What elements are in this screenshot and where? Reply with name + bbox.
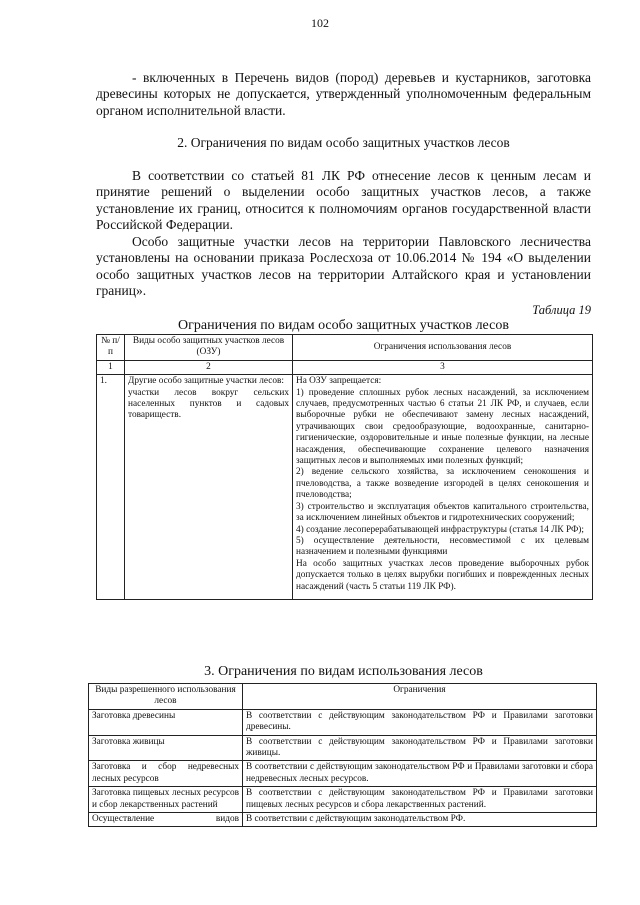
- restriction-cell: В соответствии с действующим законодательством РФ.: [243, 813, 597, 827]
- ozu-restrictions-table: [96, 334, 593, 600]
- table-number: Таблица 19: [532, 303, 591, 317]
- use-type-cell: Заготовка пищевых лесных ресурсов и сбор лекарственных растений: [89, 787, 243, 813]
- header-ozu-type: Виды особо защитных участков лесов (ОЗУ): [125, 335, 293, 361]
- section-2-paragraph-2: Особо защитные участки лесов на территории Павловского лесничества установлены на основании приказа Рослесхоза от 10.06.2014 № 194 «О выделении особо защитных участков лесов на территории Алтайского края и установлении границ».: [96, 234, 591, 299]
- table-row: [97, 375, 593, 600]
- row-number: 1.: [97, 375, 125, 600]
- use-type-cell: Заготовка древесины: [89, 709, 243, 735]
- header-use-type: Виды разрешенного использования лесов: [89, 684, 243, 710]
- table-row: [89, 787, 597, 813]
- page-number: 102: [311, 16, 329, 30]
- header-restrictions: Ограничения использования лесов: [293, 335, 593, 361]
- table-row: [89, 735, 597, 761]
- header-number: № п/п: [97, 335, 125, 361]
- forest-use-table: [88, 683, 597, 827]
- table-row: [89, 813, 597, 827]
- use-type-cell: Заготовка и сбор недревесных лесных ресурсов: [89, 761, 243, 787]
- table-header-row: [89, 684, 597, 710]
- table-row: [89, 761, 597, 787]
- table-caption: Ограничения по видам особо защитных участков лесов: [178, 318, 509, 333]
- restrictions-cell: На ОЗУ запрещается: 1) проведение сплошных рубок лесных насаждений, за исключением случаев, предусмотренных частью 6 статьи 21 ЛК РФ, и случаев, если выборочные рубки не обеспечивают замену лесных насаждений, утрачивающих свои средообразующие, водоохранные, санитарно-гигиенические, оздоровительные и иные полезные функции, на лесные насаждения, обеспечивающие сохранение целевого назначения защитных лесов и выполняемых ими полезных функций; 2) ведение сельского хозяйства, за исключением сенокошения и пчеловодства, а также возведение изгородей в целях сенокошения и пчеловодства; 3) строительство и эксплуатация объектов капитального строительства, за исключением линейных объектов и гидротехнических сооружений; 4) создание лесоперерабатывающей инфраструктуры (статья 14 ЛК РФ); 5) осуществление деятельности, несовместимой с их целевым назначением и полезными функциями На особо защитных участках лесов проведение выборочных рубок допускается только в целях вырубки погибших и поврежденных лесных насаждений (часть 5 статьи 119 ЛК РФ).: [293, 375, 593, 600]
- table-header-row: [97, 335, 593, 361]
- use-type-cell: Осуществление видов: [89, 813, 243, 827]
- use-type-cell: Заготовка живицы: [89, 735, 243, 761]
- intro-paragraph: - включенных в Перечень видов (пород) деревьев и кустарников, заготовка древесины которых не допускается, утвержденный уполномоченным федеральным органом исполнительной власти.: [96, 70, 591, 118]
- restriction-cell: В соответствии с действующим законодательством РФ и Правилами заготовки живицы.: [243, 735, 597, 761]
- restriction-cell: В соответствии с действующим законодательством РФ и Правилами заготовки пищевых лесных ресурсов и сбора лекарственных растений.: [243, 787, 597, 813]
- section-2-heading: 2. Ограничения по видам особо защитных участков лесов: [177, 135, 510, 150]
- restriction-cell: В соответствии с действующим законодательством РФ и Правилами заготовки древесины.: [243, 709, 597, 735]
- index-cell: 1: [97, 360, 125, 374]
- section-3-heading: 3. Ограничения по видам использования лесов: [204, 664, 483, 679]
- table-row: [89, 709, 597, 735]
- ozu-type-cell: Другие особо защитные участки лесов: участки лесов вокруг сельских населенных пунктов и садовых товариществ.: [125, 375, 293, 600]
- table-index-row: [97, 360, 593, 374]
- header-restrictions: Ограничения: [243, 684, 597, 710]
- index-cell: 2: [125, 360, 293, 374]
- index-cell: 3: [293, 360, 593, 374]
- restriction-cell: В соответствии с действующим законодательством РФ и Правилами заготовки и сбора недревесных лесных ресурсов.: [243, 761, 597, 787]
- section-2-paragraph-1: В соответствии со статьей 81 ЛК РФ отнесение лесов к ценным лесам и принятие решений о выделении особо защитных участков лесов, а также установление их границ, относится к полномочиям органов государственной власти Российской Федерации.: [96, 168, 591, 233]
